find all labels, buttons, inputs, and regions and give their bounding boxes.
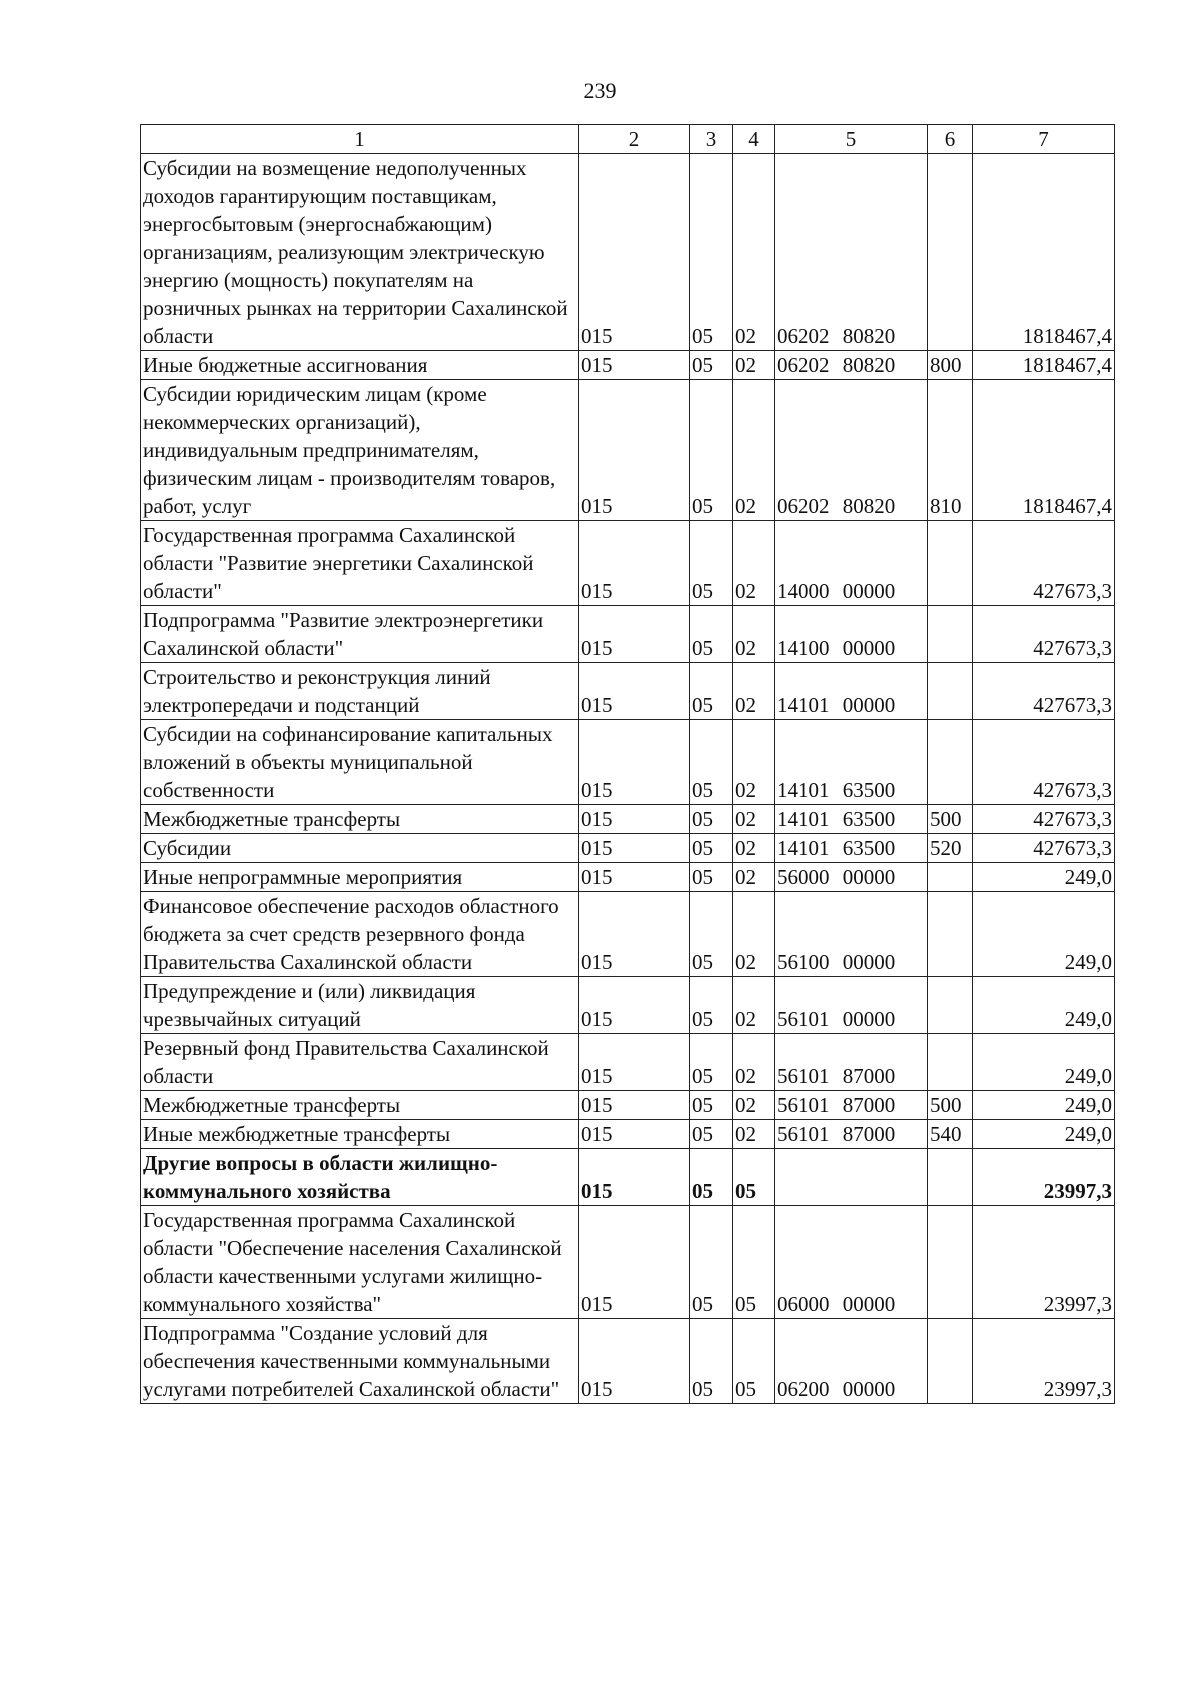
expense-type-cell bbox=[928, 720, 973, 805]
section-cell: 05 bbox=[690, 1120, 733, 1149]
admin-code-cell: 015 bbox=[579, 977, 690, 1034]
table-row bbox=[141, 1149, 1115, 1206]
expense-type-cell bbox=[928, 1319, 973, 1404]
admin-code-cell: 015 bbox=[579, 720, 690, 805]
item-name-cell: Подпрограмма "Развитие электроэнергетики Сахалинской области" bbox=[141, 606, 579, 663]
table-row bbox=[141, 1206, 1115, 1319]
section-cell: 05 bbox=[690, 1319, 733, 1404]
expense-type-cell: 500 bbox=[928, 1091, 973, 1120]
table-row bbox=[141, 977, 1115, 1034]
item-name-cell: Государственная программа Сахалинской области "Обеспечение населения Сахалинской области качественными услугами жилищно-коммунального хозяйства" bbox=[141, 1206, 579, 1319]
subsection-cell: 05 bbox=[733, 1206, 775, 1319]
item-name-cell: Субсидии bbox=[141, 834, 579, 863]
admin-code-cell: 015 bbox=[579, 351, 690, 380]
table-body bbox=[141, 154, 1115, 1404]
section-cell: 05 bbox=[690, 154, 733, 351]
admin-code-cell: 015 bbox=[579, 521, 690, 606]
target-article-cell: 56101 87000 bbox=[775, 1120, 928, 1149]
section-cell: 05 bbox=[690, 380, 733, 521]
admin-code-cell: 015 bbox=[579, 1034, 690, 1091]
amount-cell: 427673,3 bbox=[973, 834, 1115, 863]
amount-cell: 249,0 bbox=[973, 863, 1115, 892]
amount-cell: 1818467,4 bbox=[973, 154, 1115, 351]
subsection-cell: 02 bbox=[733, 834, 775, 863]
section-cell: 05 bbox=[690, 720, 733, 805]
expense-type-cell: 520 bbox=[928, 834, 973, 863]
admin-code-cell: 015 bbox=[579, 1091, 690, 1120]
amount-cell: 427673,3 bbox=[973, 606, 1115, 663]
item-name-cell: Иные межбюджетные трансферты bbox=[141, 1120, 579, 1149]
admin-code-cell: 015 bbox=[579, 1206, 690, 1319]
subsection-cell: 05 bbox=[733, 1319, 775, 1404]
target-article-cell: 06202 80820 bbox=[775, 154, 928, 351]
admin-code-cell: 015 bbox=[579, 805, 690, 834]
expense-type-cell bbox=[928, 977, 973, 1034]
expense-type-cell bbox=[928, 1034, 973, 1091]
expense-type-cell bbox=[928, 1206, 973, 1319]
item-name-cell: Подпрограмма "Создание условий для обеспечения качественными коммунальными услугами потребителей Сахалинской области" bbox=[141, 1319, 579, 1404]
amount-cell: 249,0 bbox=[973, 1091, 1115, 1120]
subsection-cell: 02 bbox=[733, 1091, 775, 1120]
table-row bbox=[141, 1034, 1115, 1091]
section-cell: 05 bbox=[690, 606, 733, 663]
amount-cell: 249,0 bbox=[973, 892, 1115, 977]
target-article-cell bbox=[775, 1149, 928, 1206]
target-article-cell: 14100 00000 bbox=[775, 606, 928, 663]
subsection-cell: 02 bbox=[733, 351, 775, 380]
subsection-cell: 05 bbox=[733, 1149, 775, 1206]
section-cell: 05 bbox=[690, 892, 733, 977]
target-article-cell: 14101 63500 bbox=[775, 805, 928, 834]
item-name-cell: Иные бюджетные ассигнования bbox=[141, 351, 579, 380]
amount-cell: 1818467,4 bbox=[973, 380, 1115, 521]
expense-type-cell bbox=[928, 863, 973, 892]
subsection-cell: 02 bbox=[733, 663, 775, 720]
subsection-cell: 02 bbox=[733, 521, 775, 606]
subsection-cell: 02 bbox=[733, 1120, 775, 1149]
item-name-cell: Государственная программа Сахалинской области "Развитие энергетики Сахалинской области" bbox=[141, 521, 579, 606]
item-name-cell: Субсидии на возмещение недополученных доходов гарантирующим поставщикам, энергосбытовым (энергоснабжающим) организациям, реализующим электрическую энергию (мощность) покупателям на розничных рынках на территории Сахалинской области bbox=[141, 154, 579, 351]
column-number-row bbox=[141, 125, 1115, 154]
column-header: 4 bbox=[733, 125, 775, 154]
admin-code-cell: 015 bbox=[579, 154, 690, 351]
expense-type-cell: 540 bbox=[928, 1120, 973, 1149]
budget-table bbox=[140, 124, 1115, 1404]
item-name-cell: Другие вопросы в области жилищно-коммунального хозяйства bbox=[141, 1149, 579, 1206]
item-name-cell: Субсидии на софинансирование капитальных вложений в объекты муниципальной собственности bbox=[141, 720, 579, 805]
amount-cell: 23997,3 bbox=[973, 1149, 1115, 1206]
admin-code-cell: 015 bbox=[579, 380, 690, 521]
table-row bbox=[141, 351, 1115, 380]
table-row bbox=[141, 1120, 1115, 1149]
expense-type-cell bbox=[928, 154, 973, 351]
amount-cell: 427673,3 bbox=[973, 720, 1115, 805]
amount-cell: 1818467,4 bbox=[973, 351, 1115, 380]
amount-cell: 249,0 bbox=[973, 977, 1115, 1034]
amount-cell: 249,0 bbox=[973, 1120, 1115, 1149]
target-article-cell: 56000 00000 bbox=[775, 863, 928, 892]
target-article-cell: 06000 00000 bbox=[775, 1206, 928, 1319]
table-row bbox=[141, 805, 1115, 834]
amount-cell: 249,0 bbox=[973, 1034, 1115, 1091]
target-article-cell: 56101 00000 bbox=[775, 977, 928, 1034]
table-row bbox=[141, 863, 1115, 892]
target-article-cell: 14101 63500 bbox=[775, 720, 928, 805]
section-cell: 05 bbox=[690, 805, 733, 834]
section-cell: 05 bbox=[690, 1034, 733, 1091]
section-cell: 05 bbox=[690, 1149, 733, 1206]
item-name-cell: Субсидии юридическим лицам (кроме некоммерческих организаций), индивидуальным предпринимателям, физическим лицам - производителям товаров, работ, услуг bbox=[141, 380, 579, 521]
page-number: 239 bbox=[583, 78, 617, 103]
item-name-cell: Иные непрограммные мероприятия bbox=[141, 863, 579, 892]
table-row bbox=[141, 380, 1115, 521]
admin-code-cell: 015 bbox=[579, 892, 690, 977]
column-header: 3 bbox=[690, 125, 733, 154]
admin-code-cell: 015 bbox=[579, 834, 690, 863]
amount-cell: 427673,3 bbox=[973, 805, 1115, 834]
item-name-cell: Предупреждение и (или) ликвидация чрезвычайных ситуаций bbox=[141, 977, 579, 1034]
table-row bbox=[141, 1091, 1115, 1120]
section-cell: 05 bbox=[690, 1091, 733, 1120]
item-name-cell: Межбюджетные трансферты bbox=[141, 1091, 579, 1120]
target-article-cell: 06202 80820 bbox=[775, 380, 928, 521]
column-header: 1 bbox=[141, 125, 579, 154]
subsection-cell: 02 bbox=[733, 1034, 775, 1091]
column-header: 6 bbox=[928, 125, 973, 154]
section-cell: 05 bbox=[690, 834, 733, 863]
amount-cell: 427673,3 bbox=[973, 521, 1115, 606]
section-cell: 05 bbox=[690, 663, 733, 720]
section-cell: 05 bbox=[690, 351, 733, 380]
expense-type-cell: 810 bbox=[928, 380, 973, 521]
subsection-cell: 02 bbox=[733, 977, 775, 1034]
expense-type-cell bbox=[928, 663, 973, 720]
section-cell: 05 bbox=[690, 977, 733, 1034]
section-cell: 05 bbox=[690, 521, 733, 606]
table-row bbox=[141, 606, 1115, 663]
target-article-cell: 06200 00000 bbox=[775, 1319, 928, 1404]
column-header: 7 bbox=[973, 125, 1115, 154]
expense-type-cell: 800 bbox=[928, 351, 973, 380]
subsection-cell: 02 bbox=[733, 805, 775, 834]
amount-cell: 427673,3 bbox=[973, 663, 1115, 720]
table-row bbox=[141, 521, 1115, 606]
table-row bbox=[141, 720, 1115, 805]
subsection-cell: 02 bbox=[733, 863, 775, 892]
column-header: 2 bbox=[579, 125, 690, 154]
admin-code-cell: 015 bbox=[579, 663, 690, 720]
table-row bbox=[141, 1319, 1115, 1404]
amount-cell: 23997,3 bbox=[973, 1206, 1115, 1319]
column-header: 5 bbox=[775, 125, 928, 154]
target-article-cell: 56101 87000 bbox=[775, 1034, 928, 1091]
admin-code-cell: 015 bbox=[579, 606, 690, 663]
item-name-cell: Финансовое обеспечение расходов областного бюджета за счет средств резервного фонда Правительства Сахалинской области bbox=[141, 892, 579, 977]
subsection-cell: 02 bbox=[733, 720, 775, 805]
expense-type-cell bbox=[928, 521, 973, 606]
subsection-cell: 02 bbox=[733, 892, 775, 977]
target-article-cell: 14000 00000 bbox=[775, 521, 928, 606]
item-name-cell: Строительство и реконструкция линий электропередачи и подстанций bbox=[141, 663, 579, 720]
admin-code-cell: 015 bbox=[579, 863, 690, 892]
subsection-cell: 02 bbox=[733, 154, 775, 351]
target-article-cell: 56100 00000 bbox=[775, 892, 928, 977]
subsection-cell: 02 bbox=[733, 380, 775, 521]
item-name-cell: Межбюджетные трансферты bbox=[141, 805, 579, 834]
expense-type-cell bbox=[928, 1149, 973, 1206]
target-article-cell: 14101 00000 bbox=[775, 663, 928, 720]
amount-cell: 23997,3 bbox=[973, 1319, 1115, 1404]
expense-type-cell bbox=[928, 892, 973, 977]
section-cell: 05 bbox=[690, 1206, 733, 1319]
target-article-cell: 06202 80820 bbox=[775, 351, 928, 380]
section-cell: 05 bbox=[690, 863, 733, 892]
admin-code-cell: 015 bbox=[579, 1319, 690, 1404]
target-article-cell: 14101 63500 bbox=[775, 834, 928, 863]
subsection-cell: 02 bbox=[733, 606, 775, 663]
target-article-cell: 56101 87000 bbox=[775, 1091, 928, 1120]
expense-type-cell bbox=[928, 606, 973, 663]
admin-code-cell: 015 bbox=[579, 1120, 690, 1149]
table-row bbox=[141, 663, 1115, 720]
table-row bbox=[141, 154, 1115, 351]
table-row bbox=[141, 892, 1115, 977]
admin-code-cell: 015 bbox=[579, 1149, 690, 1206]
expense-type-cell: 500 bbox=[928, 805, 973, 834]
item-name-cell: Резервный фонд Правительства Сахалинской области bbox=[141, 1034, 579, 1091]
table-row bbox=[141, 834, 1115, 863]
